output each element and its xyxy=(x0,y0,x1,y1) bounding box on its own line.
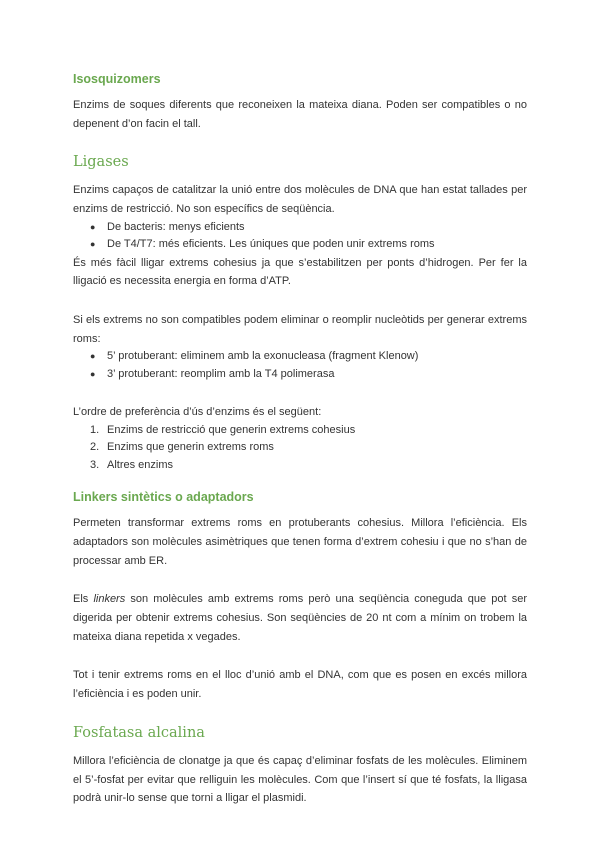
bullet-icon: ● xyxy=(90,239,96,250)
heading-isosquizomers: Isosquizomers xyxy=(73,72,161,86)
linkers-p2-post: son molècules amb extrems roms però una seqüència coneguda que pot ser digerida per obtenir extrems cohesius. Son seqüències de 20 nt com a mínim on trobem la mateixa diana repetida x vegades. xyxy=(73,593,527,643)
heading-linkers: Linkers sintètics o adaptadors xyxy=(73,490,254,505)
list-item xyxy=(73,439,527,456)
ligases-intro: Enzims capaços de catalitzar la unió entre dos molècules de DNA que han estat tallades per enzims de restricció. No son específics de seqüència. xyxy=(73,184,527,216)
ligases-bullet-list xyxy=(73,219,527,254)
list-item-text: 5’ protuberant: eliminem amb la exonucleasa (fragment Klenow) xyxy=(107,350,419,363)
bullet-icon: ● xyxy=(90,221,96,232)
bullet-icon: ● xyxy=(90,351,96,362)
heading-fosfatasa: Fosfatasa alcalina xyxy=(73,724,205,741)
fosfatasa-text: Millora l’eficiència de clonatge ja que és capaç d’eliminar fosfats de les molècules. Eliminem el 5’-fosfat per evitar que relliguin les molècules. Com que l’insert sí que té fosfats, la lligasa podrà unir-lo sense que torni a lligar el plasmidi. xyxy=(73,754,527,805)
list-number: 2. xyxy=(90,441,100,454)
list-item xyxy=(73,457,527,474)
list-item xyxy=(73,422,527,439)
list-number: 3. xyxy=(90,458,100,471)
linkers-p1: Permeten transformar extrems roms en protuberants cohesius. Millora l’eficiència. Els adaptadors son molècules asimètriques que tenen forma d’extrem cohesiu i que no s’han de processar amb ER. xyxy=(73,517,527,567)
protuberant-list xyxy=(73,348,527,383)
order-intro: L’ordre de preferència d’ús d’enzims és el següent: xyxy=(73,406,322,419)
isosquizomers-text: Enzims de soques diferents que reconeixen la mateixa diana. Poden ser compatibles o no depenent d’on facin el tall. xyxy=(73,99,527,130)
list-item-text: Enzims de restricció que generin extrems cohesius xyxy=(107,423,356,436)
list-item xyxy=(73,219,527,236)
ligases-compat-text: Si els extrems no son compatibles podem eliminar o reomplir nucleòtids per generar extrems roms: xyxy=(73,314,527,345)
list-item-text: Altres enzims xyxy=(107,458,174,471)
linkers-term: linkers xyxy=(93,593,126,606)
list-item-text: 3’ protuberant: reomplim amb la T4 polimerasa xyxy=(107,367,335,380)
ligases-cohesius-text: És més fàcil lligar extrems cohesius ja que s’estabilitzen per ponts d’hidrogen. Per fer la lligació es necessita energia en forma d’ATP. xyxy=(73,256,527,288)
linkers-p3: Tot i tenir extrems roms en el lloc d’unió amb el DNA, com que es posen en excés millora l’eficiència i es poden unir. xyxy=(73,669,527,701)
document-content xyxy=(73,70,527,808)
list-number: 1. xyxy=(90,423,100,436)
list-item-text: Enzims que generin extrems roms xyxy=(107,441,274,454)
linkers-p2-pre: Els xyxy=(73,593,94,606)
heading-ligases: Ligases xyxy=(73,154,129,171)
bullet-icon: ● xyxy=(90,368,96,379)
order-list xyxy=(73,422,527,474)
list-item-text: De bacteris: menys eficients xyxy=(107,220,245,233)
list-item xyxy=(73,366,527,383)
list-item xyxy=(73,236,527,253)
linkers-p2 xyxy=(73,590,527,646)
list-item-text: De T4/T7: més eficients. Les úniques que poden unir extrems roms xyxy=(107,238,435,251)
list-item xyxy=(73,348,527,365)
